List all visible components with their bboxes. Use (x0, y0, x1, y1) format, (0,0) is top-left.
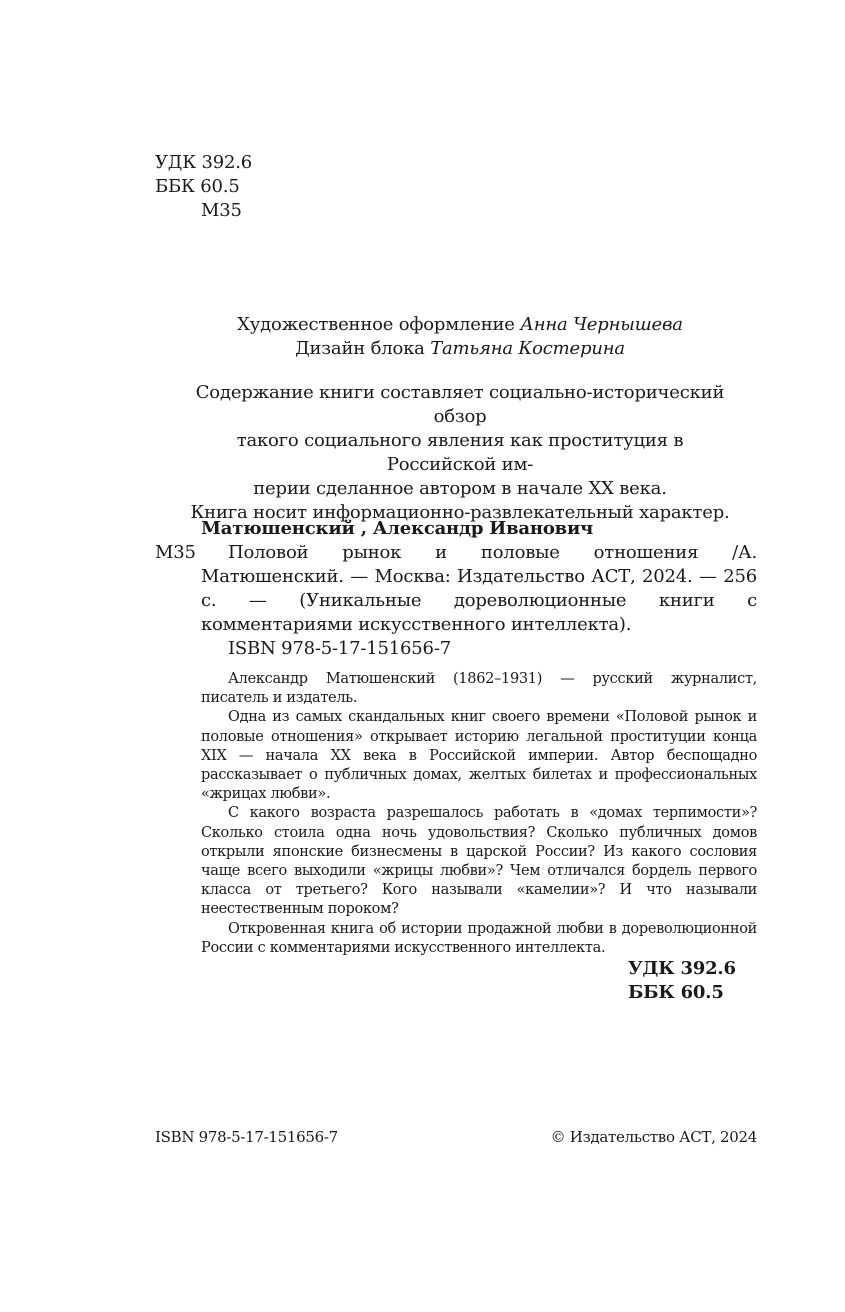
abstract-paragraph: Александр Матюшенский (1862–1931) — русский журналист, писатель и издатель. (201, 671, 757, 707)
annotation-line: Книга носит информационно-развлекательный характер. (190, 502, 730, 523)
annotation-line: такого социального явления как проституция в Российской им- (236, 430, 684, 475)
annotation-line: Содержание книги составляет социально-исторический обзор (195, 382, 725, 427)
annotation-line: перии сделанное автором в начале XX века. (253, 478, 667, 499)
design-label: Художественное оформление (237, 314, 515, 335)
footer-copyright: © Издательство АСТ, 2024 (550, 1128, 757, 1146)
footer-isbn: ISBN 978-5-17-151656-7 (155, 1128, 338, 1146)
abstract-paragraph: Откровенная книга об истории продажной любви в дореволюционной России с комментариями искусственного интеллекта. (201, 920, 757, 956)
catalog-description: Половой рынок и половые отношения /А. Матюшенский. — Москва: Издательство АСТ, 2024. — 256 с. — (Уникальные дореволюционные книги с комментариями искусственного интеллекта). (201, 542, 757, 635)
bbk-code: ББК 60.5 (155, 176, 240, 197)
abstract (201, 670, 757, 958)
catalog-isbn: ISBN 978-5-17-151656-7 (228, 638, 451, 659)
bbk-bold: ББК 60.5 (628, 982, 724, 1003)
annotation (180, 381, 740, 525)
layout-label: Дизайн блока (295, 338, 425, 359)
abstract-paragraph: Одна из самых скандальных книг своего времени «Половой рынок и половые отношения» открывает историю легальной проституции конца XIX — начала XX века в Российской империи. Автор беспощадно рассказывает о публичных домах, желтых билетах и профессиональных «жрицах любви». (201, 709, 757, 803)
credits-layout (180, 337, 740, 361)
credits-design (180, 313, 740, 337)
layout-name: Татьяна Костерина (430, 338, 625, 359)
abstract-paragraph: С какого возраста разрешалось работать в «домах терпимости»? Сколько стоила одна ночь удовольствия? Сколько публичных домов открыли японские бизнесмены в царской России? Из какого сословия чаще всего выходили «жрицы любви»? Чем отличался бордель первого класса от третьего? Кого называли «камелии»? И что называли неестественным пороком? (201, 805, 757, 918)
udk-code: УДК 392.6 (155, 152, 253, 173)
design-name: Анна Чернышева (520, 314, 683, 335)
catalog-heading: Матюшенский , Александр Иванович (201, 518, 594, 539)
udk-bold: УДК 392.6 (628, 958, 736, 979)
catalog-mark: М35 (155, 542, 196, 563)
author-mark: М35 (201, 200, 242, 221)
